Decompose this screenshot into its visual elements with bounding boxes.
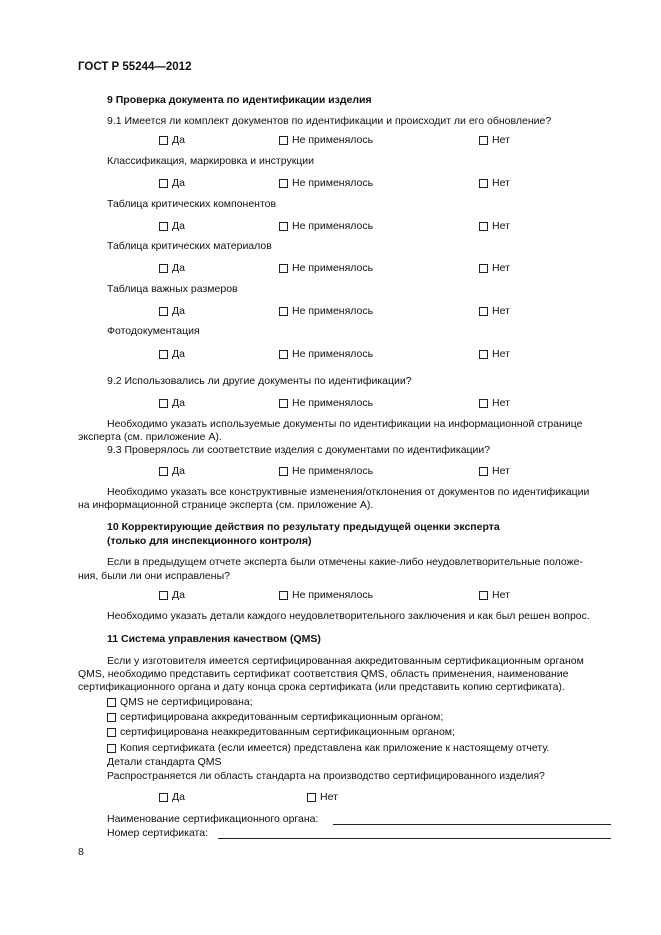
option-yes[interactable]: Да: [159, 589, 185, 602]
option-not-applied[interactable]: Не применялось: [279, 465, 373, 478]
question-10-line1: Если в предыдущем отчете эксперта были отмечены какие-либо неудовлетворительные положе-: [107, 556, 584, 568]
checkbox-icon[interactable]: [159, 399, 168, 408]
checkbox-icon[interactable]: [279, 179, 288, 188]
checkbox-icon[interactable]: [107, 698, 116, 707]
checkbox-icon[interactable]: [479, 307, 488, 316]
option-not-applied[interactable]: Не применялось: [279, 177, 373, 190]
option-yes[interactable]: Да: [159, 397, 185, 410]
note-9-3-line2: на информационной странице эксперта (см. приложение А).: [78, 499, 374, 511]
checkbox-icon[interactable]: [279, 307, 288, 316]
certificate-number-field[interactable]: [218, 838, 611, 839]
checkbox-icon[interactable]: [279, 399, 288, 408]
question-9-3: 9.3 Проверялось ли соответствие изделия с документами по идентификации?: [107, 444, 491, 456]
option-not-applied[interactable]: Не применялось: [279, 220, 373, 233]
qms-standard-details: Детали стандарта QMS: [107, 756, 222, 768]
option-no[interactable]: Нет: [479, 220, 510, 233]
checkbox-icon[interactable]: [159, 179, 168, 188]
option-not-applied[interactable]: Не применялось: [279, 589, 373, 602]
certificate-number-label: Номер сертификата:: [107, 827, 208, 839]
section-10-title-line1: 10 Корректирующие действия по результату предыдущей оценки эксперта: [107, 521, 500, 533]
checkbox-icon[interactable]: [159, 591, 168, 600]
option-no[interactable]: Нет: [479, 262, 510, 275]
item-important-dimensions: Таблица важных размеров: [107, 283, 238, 295]
checkbox-icon[interactable]: [159, 350, 168, 359]
certification-body-label: Наименование сертификационного органа:: [107, 813, 319, 825]
checkbox-icon[interactable]: [479, 350, 488, 359]
checkbox-icon[interactable]: [479, 136, 488, 145]
checkbox-icon[interactable]: [279, 350, 288, 359]
checkbox-icon[interactable]: [479, 179, 488, 188]
option-yes[interactable]: Да: [159, 305, 185, 318]
option-not-applied[interactable]: Не применялось: [279, 262, 373, 275]
document-code: ГОСТ Р 55244—2012: [78, 61, 192, 73]
checkbox-icon[interactable]: [159, 307, 168, 316]
check-certified-accredited[interactable]: сертифицирована аккредитованным сертификационным органом;: [107, 711, 443, 724]
section-10-title-line2: (только для инспекционного контроля): [107, 535, 312, 547]
option-no[interactable]: Нет: [479, 348, 510, 361]
checkbox-icon[interactable]: [279, 467, 288, 476]
option-yes[interactable]: Да: [159, 134, 185, 147]
section-11-para-line2: QMS, необходимо представить сертификат соответствия QMS, область применения, наименование: [78, 668, 569, 680]
option-no[interactable]: Нет: [479, 589, 510, 602]
item-classification: Классификация, маркировка и инструкции: [107, 155, 315, 167]
checkbox-icon[interactable]: [307, 793, 316, 802]
certification-body-field[interactable]: [333, 824, 611, 825]
option-yes[interactable]: Да: [159, 177, 185, 190]
option-yes[interactable]: Да: [159, 791, 185, 804]
option-no[interactable]: Нет: [479, 305, 510, 318]
checkbox-icon[interactable]: [479, 591, 488, 600]
checkbox-icon[interactable]: [159, 136, 168, 145]
question-9-1: 9.1 Имеется ли комплект документов по идентификации и происходит ли его обновление?: [107, 115, 552, 127]
section-11-para-line3: сертификационного органа и дату конца срока сертификата (или представить копию сертификата).: [78, 681, 565, 693]
question-10-line2: ния, были ли они исправлены?: [78, 570, 230, 582]
question-9-2: 9.2 Использовались ли другие документы по идентификации?: [107, 375, 412, 387]
option-no[interactable]: Нет: [479, 134, 510, 147]
item-photo-documentation: Фотодокументация: [107, 325, 200, 337]
checkbox-icon[interactable]: [479, 467, 488, 476]
section-9-title: 9 Проверка документа по идентификации изделия: [107, 94, 372, 106]
scope-question: Распространяется ли область стандарта на производство сертифицированного изделия?: [107, 770, 545, 782]
checkbox-icon[interactable]: [107, 713, 116, 722]
option-not-applied[interactable]: Не применялось: [279, 305, 373, 318]
checkbox-icon[interactable]: [279, 136, 288, 145]
checkbox-icon[interactable]: [159, 222, 168, 231]
option-no[interactable]: Нет: [479, 177, 510, 190]
option-yes[interactable]: Да: [159, 348, 185, 361]
option-yes[interactable]: Да: [159, 220, 185, 233]
checkbox-icon[interactable]: [479, 399, 488, 408]
option-not-applied[interactable]: Не применялось: [279, 134, 373, 147]
checkbox-icon[interactable]: [479, 222, 488, 231]
checkbox-icon[interactable]: [279, 264, 288, 273]
checkbox-icon[interactable]: [107, 728, 116, 737]
checkbox-icon[interactable]: [159, 467, 168, 476]
item-critical-components: Таблица критических компонентов: [107, 198, 277, 210]
option-no[interactable]: Нет: [479, 465, 510, 478]
option-not-applied[interactable]: Не применялось: [279, 348, 373, 361]
option-yes[interactable]: Да: [159, 262, 185, 275]
option-not-applied[interactable]: Не применялось: [279, 397, 373, 410]
note-9-3-line1: Необходимо указать все конструктивные изменения/отклонения от документов по идентификации: [107, 486, 590, 498]
checkbox-icon[interactable]: [279, 222, 288, 231]
option-no[interactable]: Нет: [307, 791, 338, 804]
section-11-title: 11 Система управления качеством (QMS): [107, 633, 321, 645]
check-certificate-copy[interactable]: Копия сертификата (если имеется) представлена как приложение к настоящему отчету.: [107, 742, 549, 755]
option-no[interactable]: Нет: [479, 397, 510, 410]
item-critical-materials: Таблица критических материалов: [107, 240, 272, 252]
checkbox-icon[interactable]: [107, 744, 116, 753]
check-certified-non-accredited[interactable]: сертифицирована неаккредитованным сертификационным органом;: [107, 726, 455, 739]
note-9-2-line1: Необходимо указать используемые документы по идентификации на информационной странице: [107, 418, 583, 430]
check-qms-not-certified[interactable]: QMS не сертифицирована;: [107, 696, 253, 709]
option-yes[interactable]: Да: [159, 465, 185, 478]
checkbox-icon[interactable]: [159, 264, 168, 273]
note-10: Необходимо указать детали каждого неудовлетворительного заключения и как был решен вопрос.: [107, 610, 590, 622]
page-number: 8: [78, 846, 84, 858]
note-9-2-line2: эксперта (см. приложение А).: [78, 431, 222, 443]
checkbox-icon[interactable]: [279, 591, 288, 600]
section-11-para-line1: Если у изготовителя имеется сертифицированная аккредитованным сертификационным органом: [107, 655, 584, 667]
checkbox-icon[interactable]: [159, 793, 168, 802]
checkbox-icon[interactable]: [479, 264, 488, 273]
